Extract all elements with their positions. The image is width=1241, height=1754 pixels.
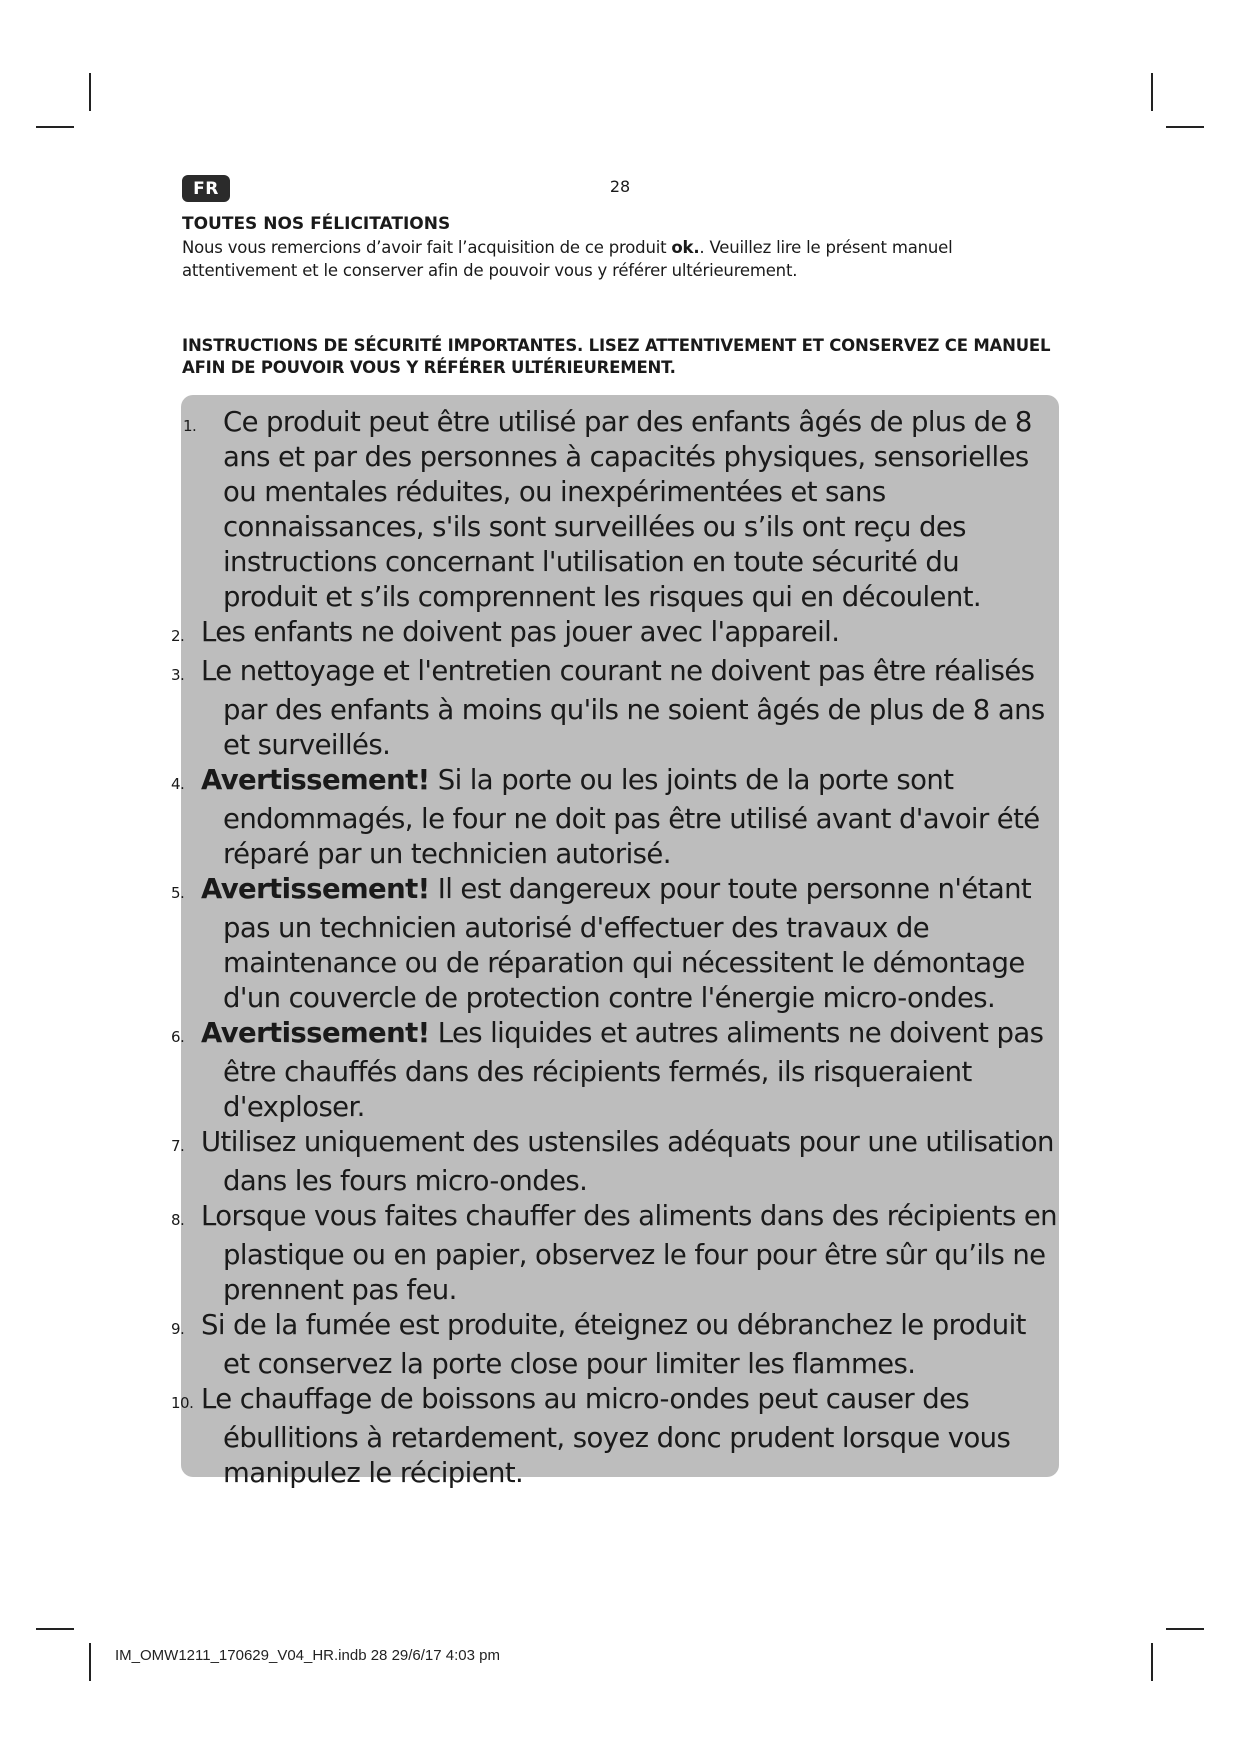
item-text: Si de la fumée est produite, éteignez ou débranchez le produit et conservez la porte close pour limiter les flammes. [201,1309,1026,1380]
intro-text [182,236,1062,282]
list-item: 10. Le chauffage de boissons au micro-ondes peut causer des ébullitions à retardement, soyez donc prudent lorsque vous manipulez le récipient. [171,1383,1011,1489]
crop-mark [1166,126,1204,128]
list-item: 5. Avertissement! Il est dangereux pour toute personne n'étant pas un technicien autorisé d'effectuer des travaux de maintenance ou de réparation qui nécessitent le démontage d'un couvercle de protection contre l'énergie micro-ondes. [171,873,1032,1014]
safety-instructions-box [171,395,1059,1489]
item-text: Il est dangereux pour toute personne n'étant pas un technicien autorisé d'effectuer des travaux de maintenance ou de réparation qui nécessitent le démontage d'un couvercle de protection contre l'énergie micro-ondes. [223,873,1032,1014]
language-badge: FR [182,175,230,202]
safety-heading: INSTRUCTIONS DE SÉCURITÉ IMPORTANTES. LISEZ ATTENTIVEMENT ET CONSERVEZ CE MANUEL AFIN DE POUVOIR VOUS Y RÉFÉRER ULTÉRIEUREMENT. [182,336,1051,377]
crop-mark [89,73,91,111]
crop-mark [89,1643,91,1681]
list-item [181,405,1059,615]
crop-mark [36,126,74,128]
intro-section [182,214,1062,282]
item-text: Ce produit peut être utilisé par des enfants âgés de plus de 8 ans et par des personnes à capacités physiques, sensorielles ou mentales réduites, ou inexpérimentées et sans connaissances, s'ils sont surveillées ou s’ils ont reçu des instructions concernant l'utilisation en toute sécurité du produit et s’ils comprennent les risques qui en découlent. [223,406,1032,613]
list-item: 4. Avertissement! Si la porte ou les joints de la porte sont endommagés, le four ne doit pas être utilisé avant d'avoir été réparé par un technicien autorisé. [171,764,1040,870]
item-text: Utilisez uniquement des ustensiles adéquats pour une utilisation dans les fours micro-ondes. [201,1126,1054,1197]
item-number: 1. [183,417,197,435]
brand-name: ok. [671,238,700,257]
crop-mark [1151,73,1153,111]
item-text: Le nettoyage et l'entretien courant ne doivent pas être réalisés par des enfants à moins qu'ils ne soient âgés de plus de 8 ans et surveillés. [201,655,1045,761]
print-footer: IM_OMW1211_170629_V04_HR.indb 28 29/6/17 4:03 pm [115,1647,500,1664]
intro-title: TOUTES NOS FÉLICITATIONS [182,214,451,234]
page-number: 28 [609,177,631,196]
intro-text-before: Nous vous remercions d’avoir fait l’acquisition de ce produit [182,238,672,257]
crop-mark [36,1628,74,1630]
item-text: Les enfants ne doivent pas jouer avec l'appareil. [201,616,840,648]
item-text: Le chauffage de boissons au micro-ondes peut causer des ébullitions à retardement, soyez donc prudent lorsque vous manipulez le récipient. [201,1383,1011,1489]
warning-label: Avertissement! [201,1017,430,1049]
list-item: 2. Les enfants ne doivent pas jouer avec l'appareil. [171,616,840,648]
item-text: Les liquides et autres aliments ne doivent pas être chauffés dans des récipients fermés, ils risqueraient d'exploser. [223,1017,1044,1123]
warning-label: Avertissement! [201,764,430,796]
item-text: Si la porte ou les joints de la porte sont endommagés, le four ne doit pas être utilisé avant d'avoir été réparé par un technicien autorisé. [223,764,1040,870]
list-item: 7. Utilisez uniquement des ustensiles adéquats pour une utilisation dans les fours micro-ondes. [171,1126,1054,1197]
item-text: Lorsque vous faites chauffer des aliments dans des récipients en plastique ou en papier, observez le four pour être sûr qu’ils ne prennent pas feu. [201,1200,1057,1306]
warning-label: Avertissement! [201,873,430,905]
list-item: 9. Si de la fumée est produite, éteignez ou débranchez le produit et conservez la porte close pour limiter les flammes. [171,1309,1026,1380]
list-item: 8. Lorsque vous faites chauffer des aliments dans des récipients en plastique ou en papier, observez le four pour être sûr qu’ils ne prennent pas feu. [171,1200,1057,1306]
list-item: 6. Avertissement! Les liquides et autres aliments ne doivent pas être chauffés dans des récipients fermés, ils risqueraient d'exploser. [171,1017,1044,1123]
crop-mark [1151,1643,1153,1681]
list-item: 3. Le nettoyage et l'entretien courant ne doivent pas être réalisés par des enfants à moins qu'ils ne soient âgés de plus de 8 ans et surveillés. [171,655,1045,761]
crop-mark [1166,1628,1204,1630]
intro-text-after: . Veuillez lire le présent manuel attentivement et le conserver afin de pouvoir vous y référer ultérieurement. [182,238,953,280]
safety-list [171,395,1059,1491]
